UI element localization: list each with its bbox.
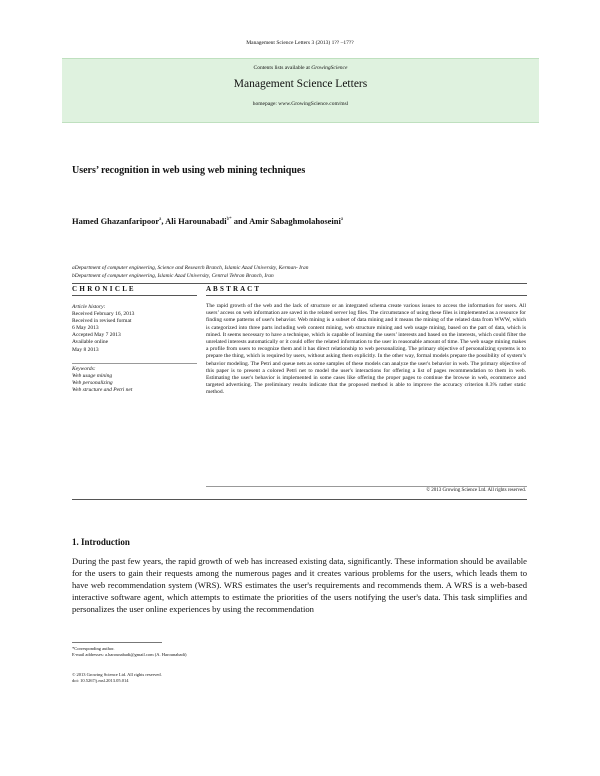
introduction-text: During the past few years, the rapid growth of web has increased existing data, significantly. These information should be available for the users to gain their requests among the numerous pages and it creates various problems for the users, which leads them to have web recommendation system (WRS). WRS estimates the user's requirements and recommends them. A WRS is a web-based interactive software agent, which attempts to estimate the priorities of the users notifying the user's data. This task simplifies and personalizes the user online experiences by using the recommendation (72, 556, 527, 614)
homepage-link[interactable]: homepage: www.GrowingScience.com/msl (252, 101, 349, 107)
author-affiliation-mark: b* (226, 217, 232, 223)
history-entry: Received in revised format (72, 318, 132, 325)
divider (206, 295, 527, 296)
author-name: Hamed Ghazanfaripoor (72, 216, 160, 226)
author-affiliation-mark: a (340, 217, 344, 223)
journal-banner (62, 58, 539, 123)
journal-reference: Management Science Letters 3 (2013) 1?? –17?? (246, 40, 354, 46)
contents-line (62, 65, 539, 71)
history-entry: Available online (72, 339, 109, 346)
author-separator: and (231, 216, 250, 226)
publication-info (72, 672, 162, 684)
author-separator: , (161, 216, 166, 226)
chronicle-heading: C H R O N I C L E (72, 285, 134, 293)
keyword: Web structure and Petri net (72, 387, 133, 394)
corresponding-author-note: *Corresponding author. (72, 646, 115, 651)
history-label: Article history: (72, 304, 106, 310)
history-entry: Received February 16, 2013 (72, 311, 135, 318)
keywords-label: Keywords: (72, 366, 96, 372)
divider (72, 295, 197, 296)
author-name: Ali Harounabadi (165, 216, 227, 226)
affiliation: bDepartment of computer engineering, Islamic Azad University, Central Tehran Branch, Iran (72, 273, 274, 279)
contents-source: GrowingScience (311, 65, 348, 71)
doi-link[interactable]: doi: 10.5267/j.msl.2013.05.014 (72, 677, 129, 683)
history-entry: Accepted May 7 2013 (72, 332, 121, 339)
introduction-heading: 1. Introduction (72, 537, 130, 547)
abstract-heading: A B S T R A C T (206, 285, 260, 293)
abstract-copyright: © 2013 Growing Science Ltd. All rights reserved. (426, 488, 526, 493)
contents-prefix: Contents lists available at (253, 65, 312, 71)
divider (206, 486, 527, 487)
footer-copyright: © 2013 Growing Science Ltd. All rights reserved. (72, 672, 162, 677)
affiliation: aDepartment of computer engineering, Science and Research Branch, Islamic Azad University, Kerman- Iran (72, 265, 309, 271)
divider (72, 363, 197, 364)
article-history (72, 304, 197, 354)
keyword: Web usage mining (72, 373, 113, 380)
keyword: Web personalizing (72, 380, 113, 387)
journal-title: Management Science Letters (233, 78, 368, 90)
author-affiliation-mark: a (159, 217, 162, 223)
keywords (72, 366, 197, 394)
footnotes (72, 646, 186, 658)
author-list (72, 216, 343, 226)
divider (72, 283, 527, 284)
divider (72, 499, 527, 500)
email-address[interactable]: E-mail addresses: a.harounabadi@gmail.com (A. Harounabadi) (72, 651, 187, 657)
history-entry: May 8 2013 (72, 346, 99, 353)
footnote-divider (72, 642, 162, 643)
history-entry: 6 May 2013 (72, 325, 99, 332)
paper-title: Users’ recognition in web using web mining techniques (72, 165, 306, 176)
author-name: Amir Sabaghmolahoseini (249, 216, 341, 226)
abstract-text: The rapid growth of the web and the lack of structure or an integrated schema create various issues to access the information for users. All users’ access on web information are saved in the related server log files. The circumstance of using these files is implemented as a resource for finding some patterns of user's behavior. Web mining is a subset of data mining and it means the mining of the related data from WWW, which is categorized into three parts including web content mining, web structure mining and web usage mining, based on the part of data, which is mined. It seems necessary to have a technique, which is capable of learning the users’ interests and based on the interests, which could filter the unrelated interests automatically or it could offer the related information to the user in reasonable amount of time. The web usage mining makes a profile from users to recognize them and it has direct relationship to web personalizing. The primary objective of personalizing systems is to prepare the thing, which is required by users, without asking them explicitly. In the other way, formal models prepare the possibility of system’s behavior modeling. The Petri and queue nets as some samples of these models can analyze the user's behavior in web. The primary objective of this paper is to present a colored Petri net to model the user's interactions for offering a list of pages recommendation to them in web. Estimating the user's behavior is implemented in some cases like offering the proper pages to continue the browse in web, ecommerce and targeted advertising. The preliminary results indicate that the proposed method is able to improve the accuracy criterion 8.3% rather static method. (206, 303, 526, 396)
